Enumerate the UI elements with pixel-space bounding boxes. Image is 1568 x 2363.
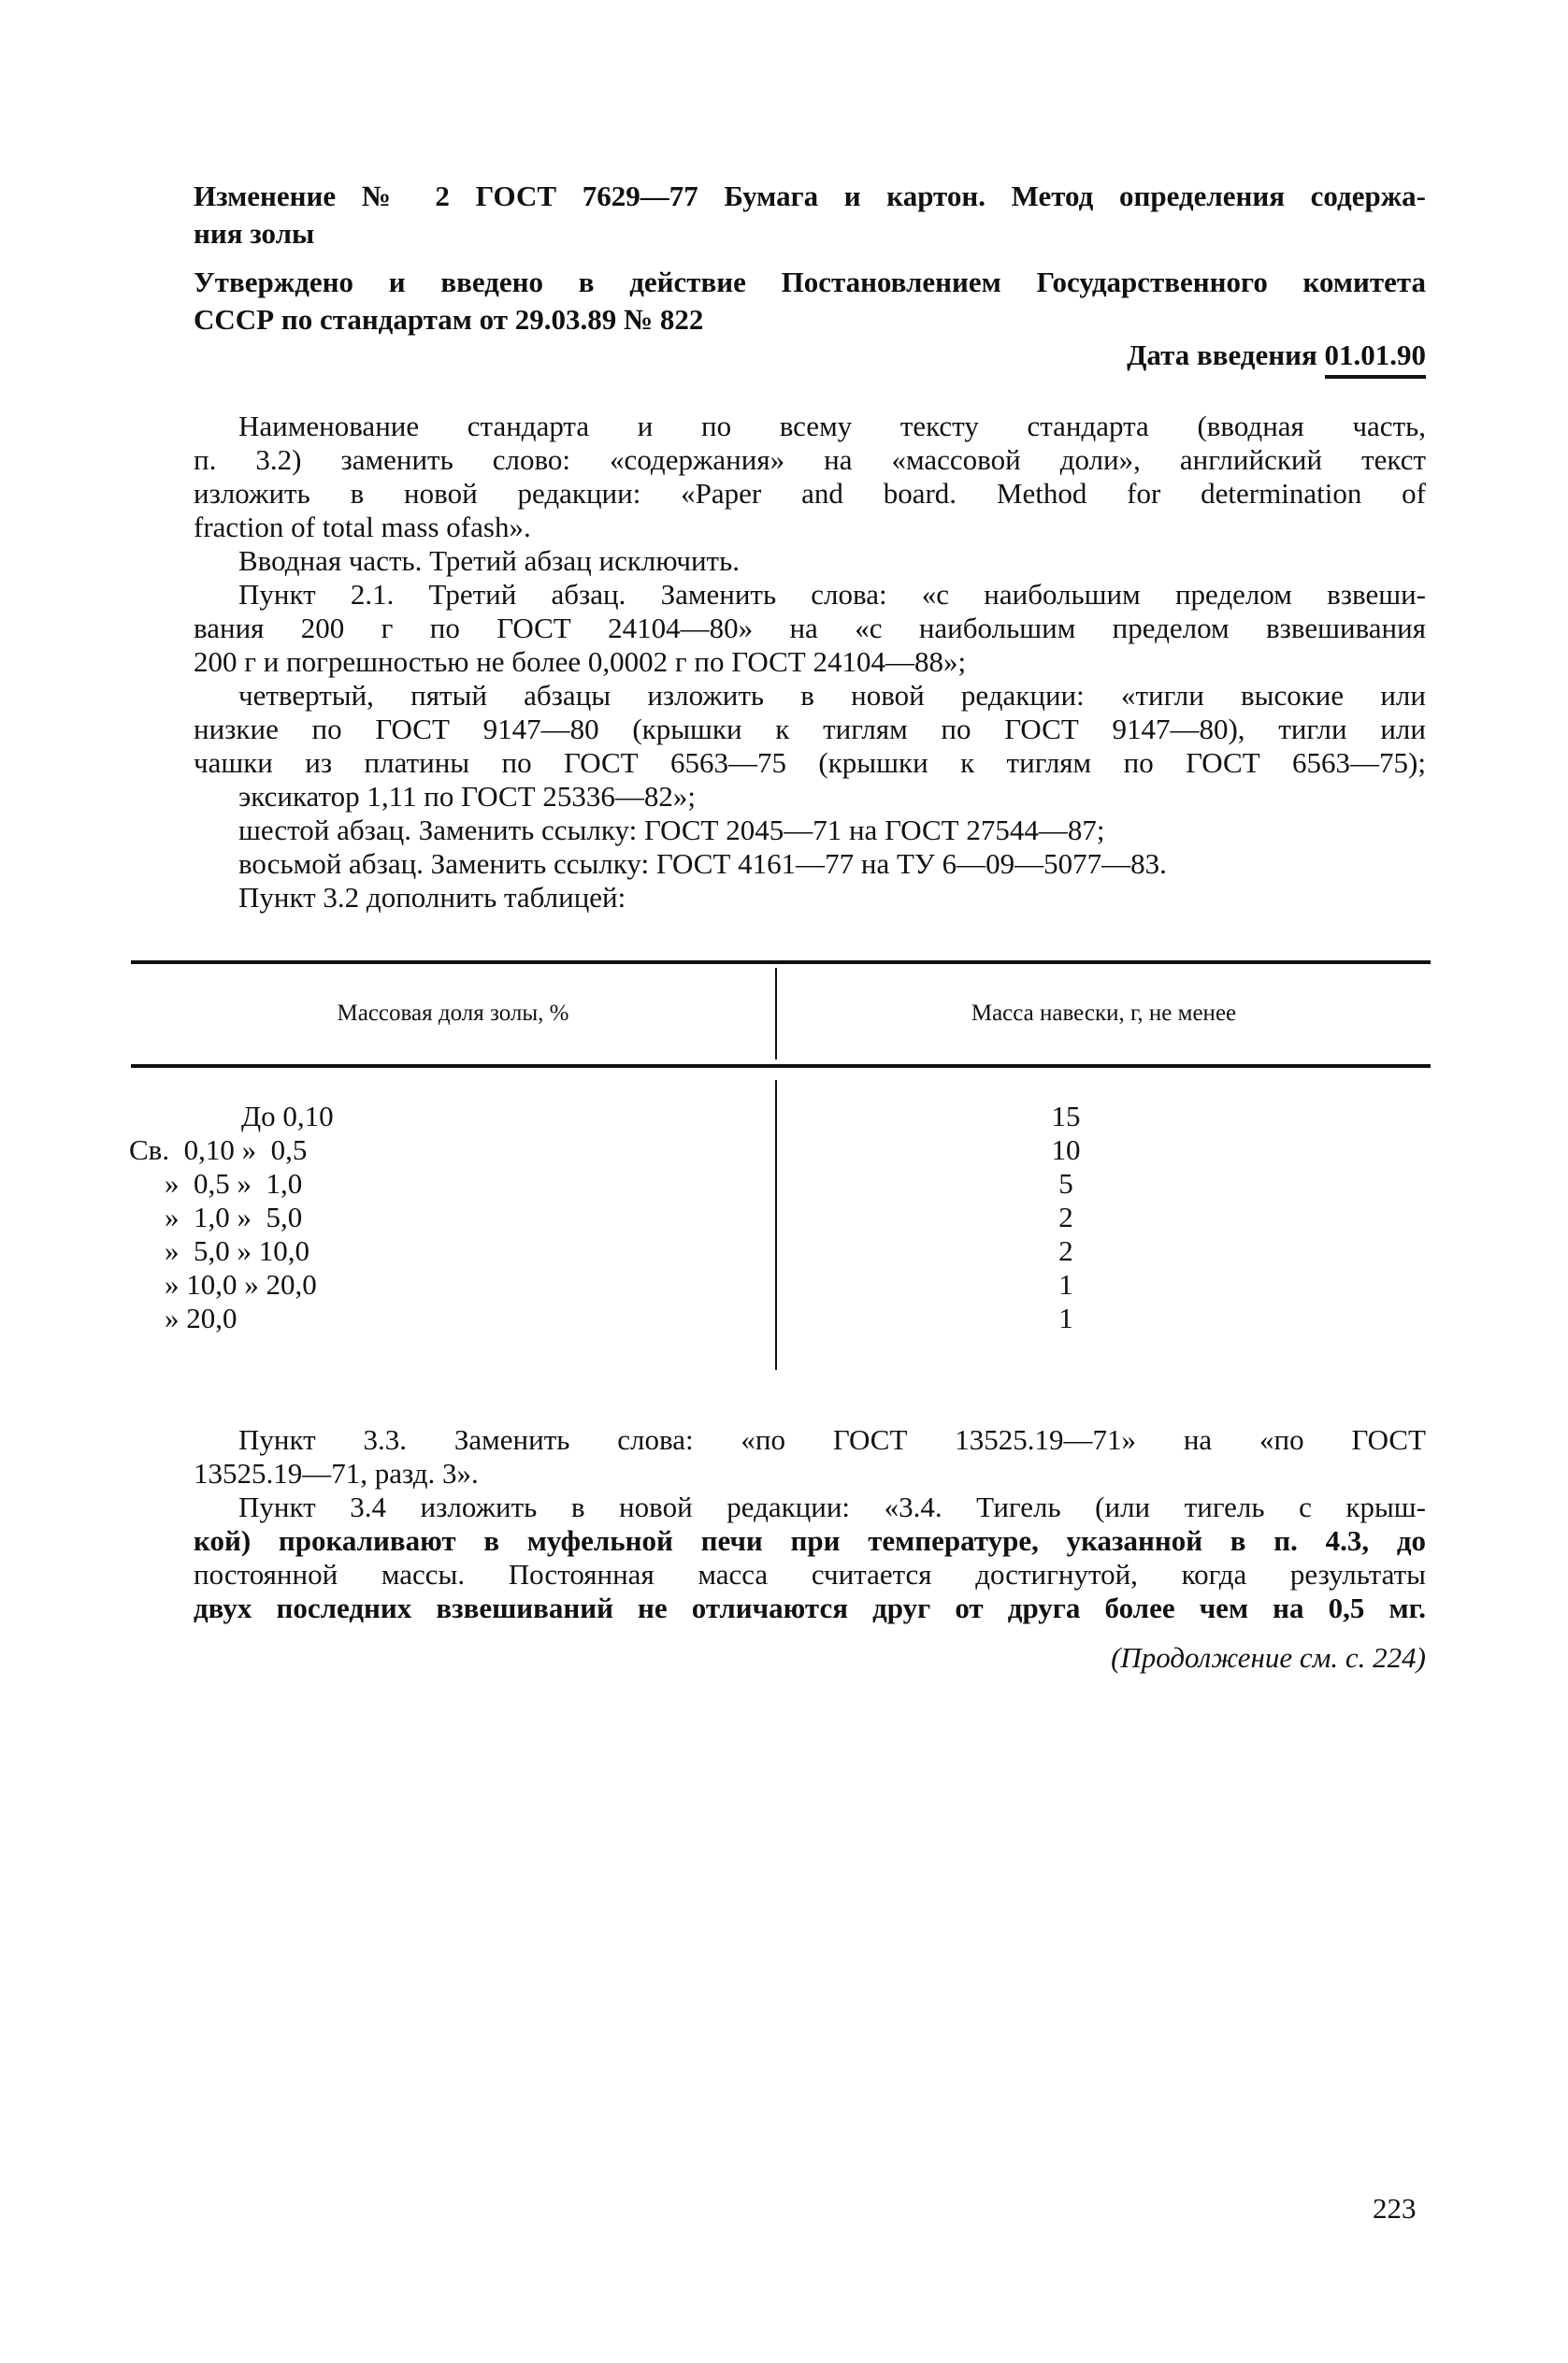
page-number: 223 [1373,2192,1417,2225]
table-cell: » 1,0 » 5,0 [165,1201,303,1233]
table-cell: 10 [1051,1133,1081,1166]
text-line: двух последних взвешиваний не отличаются друг от друга более чем на 0,5 мг. [194,1592,1426,1624]
text-line: постоянной массы. Постоянная масса считается достигнутой, когда результаты [194,1558,1426,1591]
table-cell: До 0,10 [241,1100,334,1132]
table-header-rule [131,1064,1431,1068]
document-title [194,178,1426,252]
table-header-sample-mass: Масса навески, г, не менее [971,1001,1237,1026]
text-line: вания 200 г по ГОСТ 24104—80» на «с наибольшим пределом взвешивания [194,612,1426,644]
ash-fraction-column [129,1100,391,1335]
approval-line: СССР по стандартам от 29.03.89 № 822 [194,303,704,336]
text-line: шестой абзац. Заменить ссылку: ГОСТ 2045—71 на ГОСТ 27544—87; [238,814,1105,846]
text-line: Наименование стандарта и по всему тексту стандарта (вводная часть, [238,410,1426,442]
text-line: чашки из платины по ГОСТ 6563—75 (крышки к тиглям по ГОСТ 6563—75); [194,746,1426,779]
column-divider [775,1080,777,1370]
approval-note [194,264,1426,339]
table-cell: 1 [1058,1268,1073,1301]
table-cell: 5 [1058,1167,1073,1200]
body-text-2 [194,1423,1426,1625]
sample-mass-column [1010,1100,1122,1335]
table-cell: » 20,0 [165,1302,237,1334]
effective-date [1127,339,1426,372]
text-line: Вводная часть. Третий абзац исключить. [238,544,740,577]
title-line: ния золы [194,217,315,250]
text-line: четвертый, пятый абзацы изложить в новой редакции: «тигли высокие или [238,679,1426,712]
text-line: 13525.19—71, разд. 3». [194,1457,479,1490]
table-header-ash-fraction: Массовая доля золы, % [337,1001,569,1026]
text-line: 200 г и погрешностью не более 0,0002 г по ГОСТ 24104—88»; [194,645,967,678]
title-line: Изменение № 2 ГОСТ 7629—77 Бумага и картон. Метод определения содержа- [194,180,1426,212]
table-cell: » 10,0 » 20,0 [165,1268,317,1301]
text-line: эксикатор 1,11 по ГОСТ 25336—82»; [238,780,696,813]
table-cell: 15 [1051,1100,1081,1132]
table-cell: » 0,5 » 1,0 [165,1167,303,1200]
date-label: Дата введения [1127,339,1317,371]
table-top-rule [131,960,1431,964]
table-cell: 1 [1058,1302,1073,1334]
text-line: fraction of total mass ofash». [194,511,531,543]
text-line: кой) прокаливают в муфельной печи при температуре, указанной в п. 4.3, до [194,1524,1426,1557]
text-line: изложить в новой редакции: «Paper and board. Method for determination of [194,477,1426,510]
approval-line: Утверждено и введено в действие Постановлением Государственного комитета [194,266,1426,298]
text-line: п. 3.2) заменить слово: «содержания» на «массовой доли», английский текст [194,443,1426,476]
date-value: 01.01.90 [1325,339,1427,379]
text-line: восьмой абзац. Заменить ссылку: ГОСТ 4161—77 на ТУ 6—09—5077—83. [238,847,1167,880]
continuation-note: (Продолжение см. с. 224) [1111,1641,1426,1674]
table-cell: 2 [1058,1201,1073,1233]
table-cell: » 5,0 » 10,0 [165,1234,309,1267]
text-line: Пункт 2.1. Третий абзац. Заменить слова: «с наибольшим пределом взвеши- [238,578,1426,611]
table-cell: 2 [1058,1234,1073,1267]
table-cell: Св. 0,10 » 0,5 [129,1133,308,1166]
body-text-1 [194,410,1426,915]
text-line: Пункт 3.2 дополнить таблицей: [238,881,626,914]
text-line: Пункт 3.3. Заменить слова: «по ГОСТ 13525.19—71» на «по ГОСТ [238,1423,1426,1456]
text-line: Пункт 3.4 изложить в новой редакции: «3.4. Тигель (или тигель с крыш- [238,1491,1426,1523]
text-line: низкие по ГОСТ 9147—80 (крышки к тиглям по ГОСТ 9147—80), тигли или [194,713,1426,745]
